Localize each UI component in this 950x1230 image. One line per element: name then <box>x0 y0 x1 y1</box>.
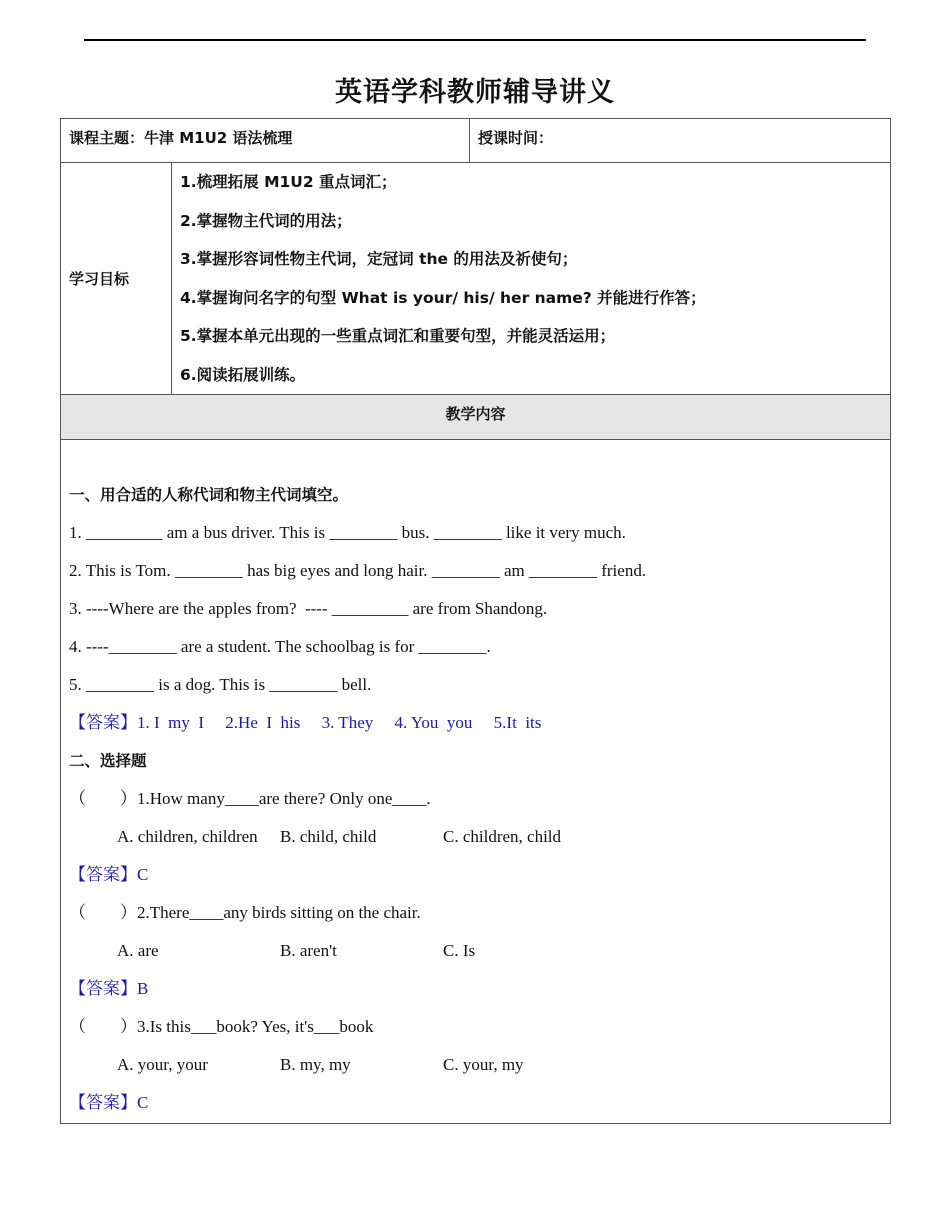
answer-bracket: 【答案】 <box>69 865 137 885</box>
answer-line <box>69 974 882 1012</box>
content-header: 教学内容 <box>445 405 506 423</box>
goal-item: 3.掌握形容词性物主代词，定冠词 the 的用法及祈使句； <box>180 250 578 268</box>
answer-line <box>69 860 882 898</box>
header-rule <box>84 39 866 41</box>
goal-item: 2.掌握物主代词的用法； <box>180 211 352 230</box>
option-a: A. your, your <box>117 1055 208 1074</box>
option-c: C. Is <box>443 941 476 960</box>
goal-item: 1.梳理拓展 M1U2 重点词汇； <box>180 173 397 191</box>
option-c: C. your, my <box>443 1055 524 1074</box>
lesson-table <box>60 118 891 1124</box>
exercise-item: 1. _________ am a bus driver. This is ________ bus. ________ like it very much. <box>69 523 626 542</box>
topic-cell <box>61 119 470 162</box>
section-title: 一、用合适的人称代词和物主代词填空。 <box>69 486 349 504</box>
answer-text: 1. I my I 2.He I his 3. They 4. You you 5.It its <box>137 713 542 732</box>
answer-bracket: 【答案】 <box>69 713 137 733</box>
option-c: C. children, child <box>443 827 562 846</box>
time-cell <box>470 119 890 162</box>
document-title: 英语学科教师辅导讲义 <box>335 77 615 108</box>
option-b: B. child, child <box>280 827 377 846</box>
lesson-time: 授课时间： <box>478 129 554 147</box>
exercise-item: 4. ----________ are a student. The schoolbag is for ________. <box>69 637 491 656</box>
question-stem: （ ）1.How many____are there? Only one____. <box>69 789 431 808</box>
question-options <box>69 822 882 860</box>
section-title: 二、选择题 <box>69 752 147 770</box>
question-options <box>69 936 882 974</box>
answer-text: C <box>137 865 149 884</box>
goals-list <box>172 163 890 394</box>
content-header-row <box>60 395 891 440</box>
exercise-item: 5. ________ is a dog. This is ________ bell. <box>69 675 372 694</box>
answer-line <box>69 1088 882 1126</box>
option-a: A. children, children <box>117 827 258 846</box>
question-options <box>69 1050 882 1088</box>
option-a: A. are <box>117 941 159 960</box>
answer-text: C <box>137 1093 149 1112</box>
goal-item: 4.掌握询问名字的句型 What is your/ his/ her name? 并能进行作答； <box>180 288 706 307</box>
header-row <box>60 118 891 163</box>
goal-item: 5.掌握本单元出现的一些重点词汇和重要句型，并能灵活运用； <box>180 327 616 345</box>
exercise-item: 2. This is Tom. ________ has big eyes and long hair. ________ am ________ friend. <box>69 561 647 580</box>
goals-label-cell <box>61 163 172 394</box>
answer-line <box>69 708 882 746</box>
question-stem: （ ）3.Is this___book? Yes, it's___book <box>69 1017 374 1036</box>
option-b: B. aren't <box>280 941 337 960</box>
exercise-item: 3. ----Where are the apples from? ---- _________ are from Shandong. <box>69 599 548 618</box>
question-stem: （ ）2.There____any birds sitting on the chair. <box>69 903 421 922</box>
content-body <box>60 440 891 1124</box>
course-topic: 课程主题：牛津 M1U2 语法梳理 <box>69 129 293 147</box>
answer-text: B <box>137 979 149 998</box>
goal-item: 6.阅读拓展训练。 <box>180 365 306 384</box>
answer-bracket: 【答案】 <box>69 1093 137 1113</box>
option-b: B. my, my <box>280 1055 351 1074</box>
answer-bracket: 【答案】 <box>69 979 137 999</box>
goals-label: 学习目标 <box>69 270 130 288</box>
goals-row <box>60 163 891 395</box>
